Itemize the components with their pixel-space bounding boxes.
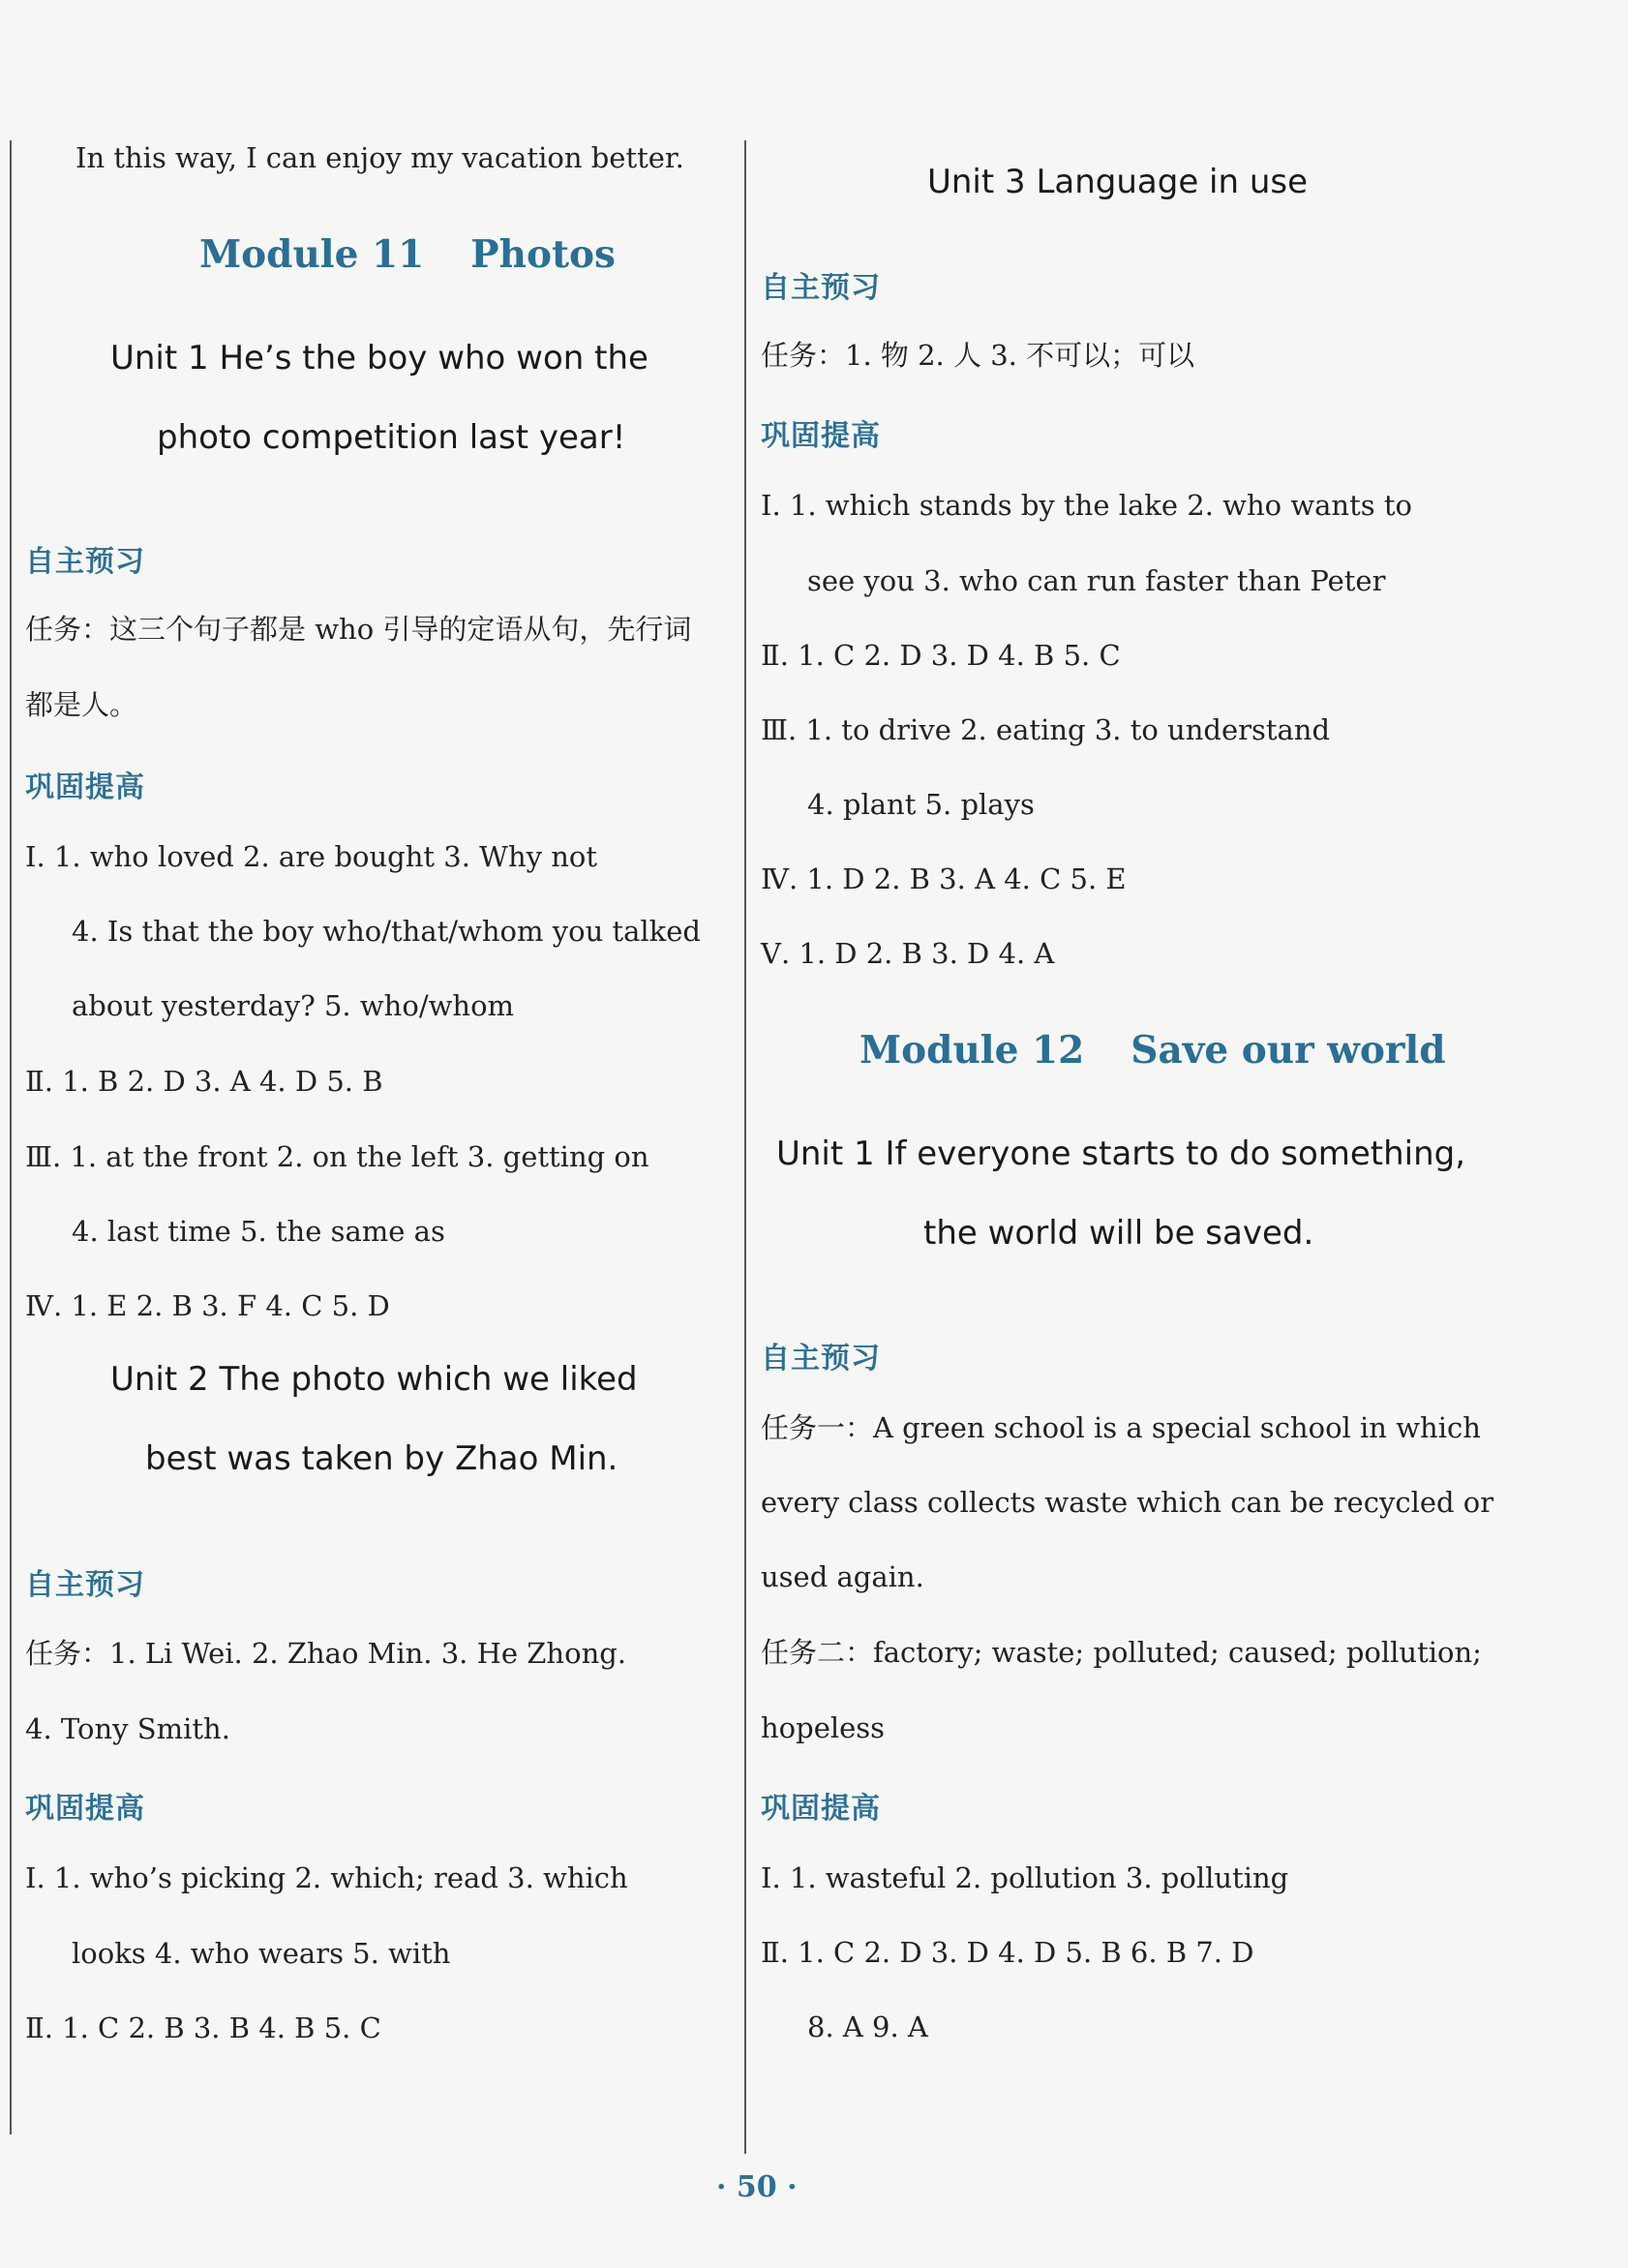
unit-2-ex-I-line1: Ⅰ. 1. who’s picking 2. which; read 3. which (25, 1861, 628, 1894)
unit-3-title: Unit 3 Language in use (927, 163, 1309, 201)
unit-1-ex-III-line1: Ⅲ. 1. at the front 2. on the left 3. getting on (25, 1140, 649, 1173)
module-11-name: Photos (470, 232, 616, 277)
unit-2-title-line1: Unit 2 The photo which we liked (110, 1360, 638, 1399)
module-12-task1-line1: 任务一：A green school is a special school in which (761, 1411, 1481, 1444)
module-12-task1-line2: every class collects waste which can be recycled or (761, 1486, 1494, 1519)
unit-3-ex-III-line1: Ⅲ. 1. to drive 2. eating 3. to understand (761, 713, 1331, 746)
unit-1-ex-III-line2: 4. last time 5. the same as (72, 1215, 445, 1248)
unit-3-ex-II: Ⅱ. 1. C 2. D 3. D 4. B 5. C (761, 639, 1121, 672)
module-12-practice-heading: 巩固提高 (761, 1792, 881, 1826)
left-margin-rule (10, 140, 12, 2134)
unit-1-preview-line1: 任务：这三个句子都是 who 引导的定语从句，先行词 (25, 613, 692, 646)
module-12-ex-I: Ⅰ. 1. wasteful 2. pollution 3. polluting (761, 1861, 1289, 1894)
unit-3-ex-IV: Ⅳ. 1. D 2. B 3. A 4. C 5. E (761, 862, 1127, 895)
unit-3-ex-I-line1: Ⅰ. 1. which stands by the lake 2. who wants to (761, 489, 1412, 522)
unit-2-ex-I-line2: looks 4. who wears 5. with (72, 1937, 451, 1970)
intro-line: In this way, I can enjoy my vacation better. (75, 141, 684, 174)
module-12-ex-II-line2: 8. A 9. A (807, 2011, 928, 2043)
module-11-number: Module 11 (199, 232, 425, 277)
unit-3-ex-III-line2: 4. plant 5. plays (807, 788, 1035, 821)
unit-1-preview-heading: 自主预习 (25, 545, 145, 579)
unit-3-preview-heading: 自主预习 (761, 271, 881, 305)
module-12-task1-line3: used again. (761, 1560, 924, 1593)
unit-1-ex-I-line1: Ⅰ. 1. who loved 2. are bought 3. Why not (25, 840, 598, 873)
module-12-unit-1-title-line2: the world will be saved. (923, 1214, 1314, 1253)
module-12-ex-II-line1: Ⅱ. 1. C 2. D 3. D 4. D 5. B 6. B 7. D (761, 1936, 1254, 1969)
unit-1-title-line2: photo competition last year! (157, 418, 626, 457)
module-12-preview-heading: 自主预习 (761, 1342, 881, 1376)
unit-1-ex-II: Ⅱ. 1. B 2. D 3. A 4. D 5. B (25, 1065, 383, 1098)
module-12-task2-line1: 任务二：factory; waste; polluted; caused; pollution; (761, 1636, 1482, 1669)
unit-2-preview-heading: 自主预习 (25, 1568, 145, 1602)
module-12-unit-1-title-line1: Unit 1 If everyone starts to do something, (776, 1134, 1466, 1173)
unit-1-ex-I-line3: about yesterday? 5. who/whom (72, 989, 515, 1022)
module-12-number: Module 12 (859, 1028, 1085, 1073)
unit-2-preview-line2: 4. Tony Smith. (25, 1712, 230, 1745)
module-12-heading (859, 1028, 1446, 1073)
unit-3-ex-I-line2: see you 3. who can run faster than Peter (807, 564, 1386, 597)
unit-1-title-line1: Unit 1 He’s the boy who won the (110, 339, 648, 378)
unit-1-practice-heading: 巩固提高 (25, 771, 145, 804)
unit-3-ex-V: Ⅴ. 1. D 2. B 3. D 4. A (761, 937, 1055, 970)
unit-2-title-line2: best was taken by Zhao Min. (145, 1439, 618, 1478)
unit-2-preview-line1: 任务：1. Li Wei. 2. Zhao Min. 3. He Zhong. (25, 1637, 627, 1670)
column-divider (744, 140, 746, 2154)
unit-3-preview-line1: 任务：1. 物 2. 人 3. 不可以；可以 (761, 339, 1195, 372)
unit-1-preview-line2: 都是人。 (25, 688, 138, 721)
module-12-name: Save our world (1131, 1028, 1446, 1073)
unit-2-practice-heading: 巩固提高 (25, 1792, 145, 1826)
page-number: · 50 · (716, 2170, 798, 2204)
unit-1-ex-IV: Ⅳ. 1. E 2. B 3. F 4. C 5. D (25, 1289, 390, 1322)
unit-1-ex-I-line2: 4. Is that the boy who/that/whom you talked (72, 915, 701, 948)
unit-3-practice-heading: 巩固提高 (761, 419, 881, 453)
unit-2-ex-II: Ⅱ. 1. C 2. B 3. B 4. B 5. C (25, 2011, 381, 2044)
module-11-heading (199, 232, 616, 277)
module-12-task2-line2: hopeless (761, 1711, 886, 1744)
